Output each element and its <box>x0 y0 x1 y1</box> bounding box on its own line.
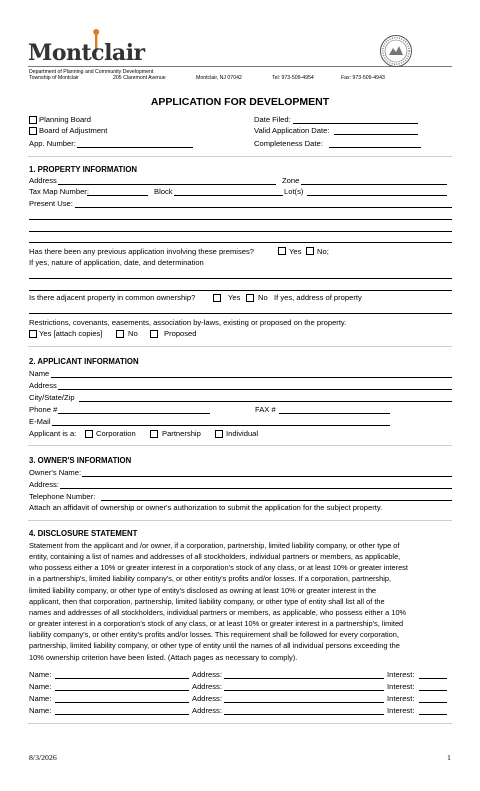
disclosure-interest-field[interactable] <box>419 702 447 703</box>
disclosure-interest-field[interactable] <box>419 714 447 715</box>
applicant-city-label: City/State/Zip <box>29 393 75 402</box>
adjacent-yes-checkbox[interactable] <box>213 294 221 302</box>
applicant-email-field[interactable] <box>52 425 390 426</box>
disclosure-address-label: Address: <box>192 670 222 679</box>
board-of-adjustment-label: Board of Adjustment <box>39 126 108 135</box>
partnership-label: Partnership <box>162 429 201 438</box>
disclosure-interest-label: Interest: <box>387 670 415 679</box>
previous-no-checkbox[interactable] <box>306 247 314 255</box>
lots-label: Lot(s) <box>284 187 304 196</box>
owner-address-label: Address: <box>29 480 59 489</box>
applicant-type-label: Applicant is a: <box>29 429 77 438</box>
present-use-field[interactable] <box>75 207 452 208</box>
disclosure-line: or greater interest in a corporation's stock of any class, or at least 10% or greater interest in a partnership's, limited <box>29 619 404 629</box>
disclosure-line: 10% ownership criterion have been listed. (Attach pages as necessary to comply). <box>29 652 298 662</box>
disclosure-name-field[interactable] <box>55 702 189 703</box>
applicant-name-label: Name <box>29 369 50 378</box>
adjacent-no-checkbox[interactable] <box>246 294 254 302</box>
disclosure-name-label: Name: <box>29 670 52 679</box>
adjacent-ifyes-label: If yes, address of property <box>274 293 362 302</box>
disclosure-name-field[interactable] <box>55 714 189 715</box>
disclosure-line: in a partnership's, limited liability company's, or other entity's profits and/or losses. If a corporation, partnership, <box>29 574 392 584</box>
restrictions-proposed-checkbox[interactable] <box>150 330 158 338</box>
disclosure-interest-label: Interest: <box>387 682 415 691</box>
previous-no-label: No; <box>317 247 329 256</box>
adjacent-yes-label: Yes <box>228 293 241 302</box>
owner-telephone-label: Telephone Number: <box>29 492 96 501</box>
previous-yes-checkbox[interactable] <box>278 247 286 255</box>
section-1-heading: 1. PROPERTY INFORMATION <box>29 165 138 174</box>
applicant-fax-field[interactable] <box>279 413 390 414</box>
adjacent-address-field[interactable] <box>29 313 452 314</box>
zone-label: Zone <box>282 176 300 185</box>
board-of-adjustment-checkbox[interactable] <box>29 127 37 135</box>
disclosure-interest-label: Interest: <box>387 694 415 703</box>
previous-details-field[interactable] <box>29 278 452 279</box>
disclosure-address-label: Address: <box>192 694 222 703</box>
previous-ifyes-label: If yes, nature of application, date, and determination <box>29 258 204 267</box>
disclosure-address-label: Address: <box>192 682 222 691</box>
section-2-heading: 2. APPLICANT INFORMATION <box>29 357 139 366</box>
corporation-label: Corporation <box>96 429 136 438</box>
partnership-checkbox[interactable] <box>150 430 158 438</box>
present-use-field-2[interactable] <box>29 219 452 220</box>
owner-affidavit-text: Attach an affidavit of ownership or owner's authorization to submit the application for the subject property. <box>29 503 383 512</box>
disclosure-paragraph <box>29 540 453 663</box>
township-name: Township of Montclair <box>29 75 79 81</box>
fax-number: Fax: 973-509-4943 <box>341 75 385 81</box>
seal-icon <box>379 34 413 68</box>
disclosure-address-field[interactable] <box>224 702 384 703</box>
disclosure-name-label: Name: <box>29 682 52 691</box>
disclosure-interest-field[interactable] <box>419 678 447 679</box>
page-number: 1 <box>447 753 451 762</box>
disclosure-line: liability company's, or other entity's profits and/or losses. This requirement shall be followed for every corporation, <box>29 630 399 640</box>
disclosure-address-field[interactable] <box>224 714 384 715</box>
individual-checkbox[interactable] <box>215 430 223 438</box>
applicant-fax-label: FAX # <box>255 405 276 414</box>
footer-date: 8/3/2026 <box>29 753 57 762</box>
present-use-label: Present Use: <box>29 199 73 208</box>
street-address: 205 Claremont Avenue <box>113 75 166 81</box>
disclosure-line: names and addresses of all stockholders, individual partners or members, as applicable, who possess either a 10% <box>29 607 407 617</box>
zone-field[interactable] <box>301 184 447 185</box>
completeness-date-label: Completeness Date: <box>254 139 323 148</box>
restrictions-no-label: No <box>128 329 138 338</box>
completeness-date-field[interactable] <box>329 147 421 148</box>
disclosure-address-field[interactable] <box>224 690 384 691</box>
restrictions-label: Restrictions, covenants, easements, association by-laws, existing or proposed on the property. <box>29 318 347 327</box>
owner-name-label: Owner's Name: <box>29 468 82 477</box>
disclosure-line: limited liability company, or other type of entity's disclosed as owning at least 10% or greater interest in the <box>29 585 377 595</box>
individual-label: Individual <box>226 429 259 438</box>
adjacent-property-question: Is there adjacent property in common ownership? <box>29 293 196 302</box>
tax-map-field[interactable] <box>87 195 148 196</box>
property-address-label: Address <box>29 176 57 185</box>
page-title: APPLICATION FOR DEVELOPMENT <box>150 96 330 108</box>
section-3-heading: 3. OWNER'S INFORMATION <box>29 456 132 465</box>
applicant-phone-field[interactable] <box>58 413 210 414</box>
present-use-field-3[interactable] <box>29 231 452 232</box>
restrictions-no-checkbox[interactable] <box>116 330 124 338</box>
block-label: Block <box>154 187 173 196</box>
owner-name-field[interactable] <box>82 476 452 477</box>
valid-date-field[interactable] <box>334 134 418 135</box>
applicant-address-field[interactable] <box>58 389 452 390</box>
disclosure-line: partnership, limited liability company, or other type of entity until the names of all individual persons exceeding the <box>29 641 400 651</box>
disclosure-line: Statement from the applicant and /or owner, if a corporation, partnership, limited liability company, or other type of <box>29 541 400 550</box>
logo-text: Montclair <box>28 40 145 66</box>
app-number-field[interactable] <box>77 147 193 148</box>
property-address-field[interactable] <box>58 184 276 185</box>
city-address: Montclair, NJ 07042 <box>196 75 242 81</box>
disclosure-name-field[interactable] <box>55 678 189 679</box>
previous-yes-label: Yes <box>289 247 302 256</box>
date-filed-field[interactable] <box>293 123 418 124</box>
previous-application-question: Has there been any previous application involving these premises? <box>29 247 254 256</box>
township-seal <box>379 34 413 68</box>
owner-telephone-field[interactable] <box>101 500 452 501</box>
planning-board-checkbox[interactable] <box>29 116 37 124</box>
applicant-email-label: E-Mail <box>29 417 51 426</box>
restrictions-proposed-label: Proposed <box>164 329 197 338</box>
applicant-name-field[interactable] <box>51 377 452 378</box>
present-use-field-4[interactable] <box>29 242 452 243</box>
disclosure-interest-label: Interest: <box>387 706 415 715</box>
applicant-address-label: Address <box>29 381 57 390</box>
disclosure-address-field[interactable] <box>224 678 384 679</box>
disclosure-name-label: Name: <box>29 694 52 703</box>
disclosure-name-label: Name: <box>29 706 52 715</box>
tax-map-label: Tax Map Number: <box>29 187 89 196</box>
adjacent-no-label: No <box>258 293 268 302</box>
disclosure-line: applicant, then that corporation, partnership, limited liability company, or other type of entity shall list all of the <box>29 596 385 606</box>
app-number-label: App. Number: <box>29 139 76 148</box>
dept-name: Department of Planning and Community Development <box>29 69 154 75</box>
corporation-checkbox[interactable] <box>85 430 93 438</box>
applicant-phone-label: Phone # <box>29 405 58 414</box>
disclosure-name-field[interactable] <box>55 690 189 691</box>
planning-board-label: Planning Board <box>39 115 91 124</box>
disclosure-address-label: Address: <box>192 706 222 715</box>
block-field[interactable] <box>174 195 283 196</box>
lots-field[interactable] <box>307 195 447 196</box>
previous-details-field-2[interactable] <box>29 290 452 291</box>
montclair-logo <box>28 28 145 68</box>
section-4-heading: 4. DISCLOSURE STATEMENT <box>29 529 138 538</box>
tel-number: Tel: 973-509-4954 <box>272 75 314 81</box>
disclosure-line: entity, containing a list of names and addresses of all stockholders, individual partners or members, as applicable, <box>29 552 401 562</box>
valid-date-label: Valid Application Date: <box>254 126 330 135</box>
owner-address-field[interactable] <box>60 488 452 489</box>
disclosure-line: who possess either a 10% or greater interest in a corporation's stock of any class, or at least 10% or greater interest <box>29 563 408 573</box>
restrictions-yes-label: Yes [attach copies] <box>39 329 103 338</box>
restrictions-yes-checkbox[interactable] <box>29 330 37 338</box>
disclosure-interest-field[interactable] <box>419 690 447 691</box>
date-filed-label: Date Filed: <box>254 115 291 124</box>
applicant-city-field[interactable] <box>79 401 452 402</box>
